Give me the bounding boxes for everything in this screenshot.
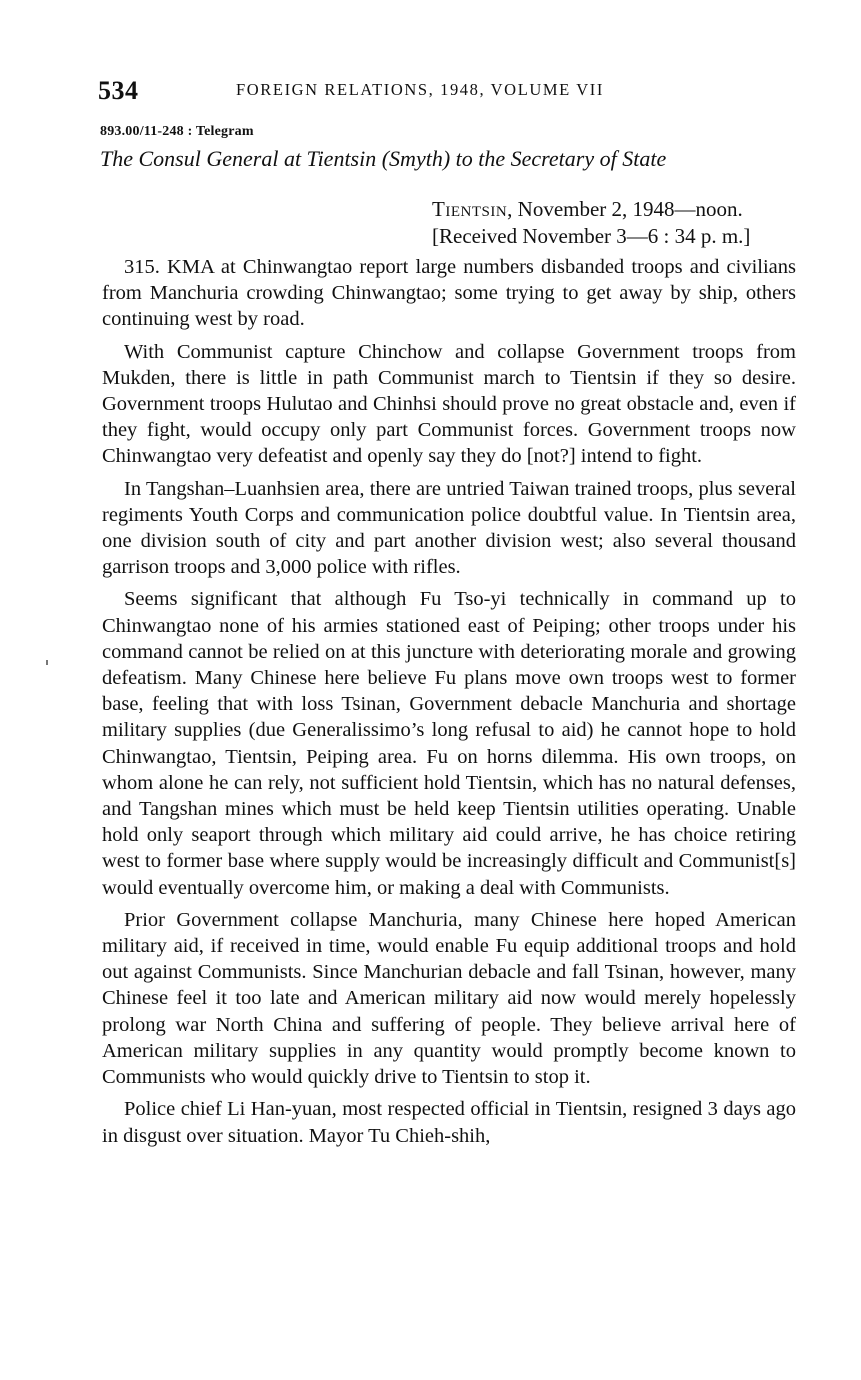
running-title: FOREIGN RELATIONS, 1948, VOLUME VII — [236, 80, 604, 99]
paragraph: With Communist capture Chinchow and collapse Government troops from Mukden, there is little in path Communist march to Tientsin if they so desire. Government troops Hulutao and Chinhsi should prove no great obstacle and, even if they fight, would occupy only part Communist forces. Government troops now Chinwangtao very defeatist and openly say they do [not?] intend to fight. — [102, 340, 796, 468]
paragraph: Prior Government collapse Manchuria, many Chinese here hoped American military aid, if received in time, would enable Fu equip additional troops and hold out against Communists. Since Manchurian debacle and fall Tsinan, however, many Chinese feel it too late and American military aid now would merely hopelessly prolong war North China and suffering of people. They believe arrival here of American military supplies in any quantity would promptly become known to Communists who would quickly drive to Tientsin to stop it. — [102, 908, 796, 1089]
running-head — [98, 76, 798, 110]
paragraph: 315. KMA at Chinwangtao report large numbers disbanded troops and civilians from Manchuria crowding Chinwangtao; some trying to get away by ship, others continuing west by road. — [102, 256, 796, 331]
dateline — [432, 196, 750, 250]
paragraph: Seems significant that although Fu Tso-yi technically in command up to Chinwangtao none of his armies stationed east of Peiping; other troops under his command cannot be relied on at this juncture with deteriorating morale and growing defeatism. Many Chinese here believe Fu plans move own troops west to former base, feeling that with loss Tsinan, Government debacle Manchuria and shortage military supplies (due Generalissimo’s long refusal to aid) he cannot hope to hold Chinwangtao, Tientsin, Peiping area. Fu on horns dilemma. His own troops, on whom alone he can rely, not sufficient hold Tientsin, which has no natural defenses, and Tangshan mines which must be held keep Tientsin utilities operating. Unable hold only seaport through which military aid could arrive, he has choice retiring west to former base where supply would be increasingly difficult and Communist[s] would eventually overcome him, or making a deal with Communists. — [102, 588, 796, 899]
page-number: 534 — [98, 76, 139, 105]
paragraph: In Tangshan–Luanhsien area, there are untried Taiwan trained troops, plus several regiments Youth Corps and communication police doubtful value. In Tientsin area, one division south of city and part another division west; also several thousand garrison troops and 3,000 police with rifles. — [102, 477, 796, 579]
dateline-sent — [432, 196, 750, 223]
dateline-date: , November 2, 1948—noon. — [507, 197, 743, 221]
file-number: 893.00/11-248 : Telegram — [100, 124, 254, 139]
dateline-place: Tientsin — [432, 197, 508, 221]
dateline-received: [Received November 3—6 : 34 p. m.] — [432, 224, 751, 248]
document-heading: The Consul General at Tientsin (Smyth) to the Secretary of State — [100, 146, 667, 171]
paragraph: Police chief Li Han-yuan, most respected official in Tientsin, resigned 3 days ago in disgust over situation. Mayor Tu Chieh-shih, — [102, 1098, 796, 1147]
telegram-body — [102, 254, 796, 1155]
margin-speck — [46, 660, 48, 665]
